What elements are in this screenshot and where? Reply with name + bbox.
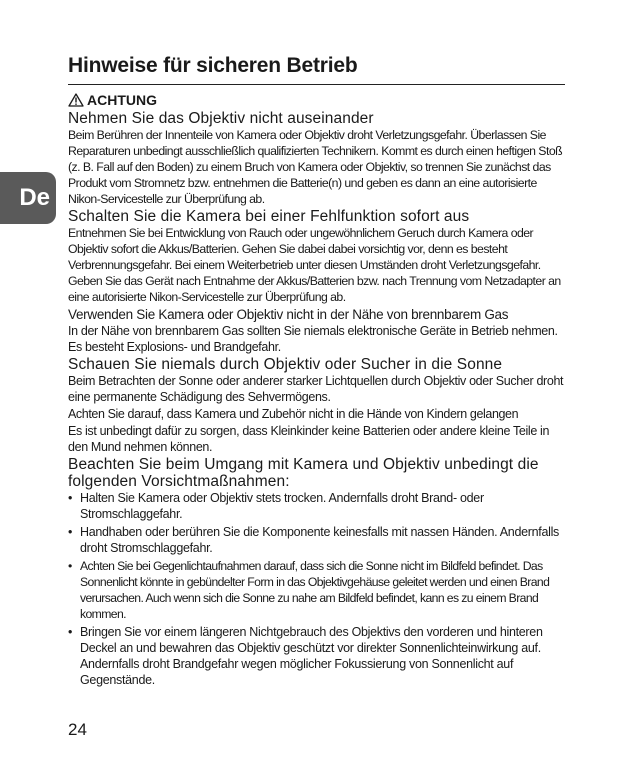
section-text: Es ist unbedingt dafür zu sorgen, dass Kleinkinder keine Batterien oder andere kleine Teile in den Mund nehmen können.	[68, 424, 550, 454]
section-heading: Schauen Sie niemals durch Objektiv oder Sucher in die Sonne	[68, 356, 503, 373]
warning-header	[68, 91, 565, 109]
section-heading: Beachten Sie beim Umgang mit Kamera und Objektiv unbedingt die folgenden Vorsichtmaßnahmen:	[68, 456, 539, 490]
warning-label: ACHTUNG	[87, 92, 157, 108]
section-text: Beim Berühren der Innenteile von Kamera oder Objektiv droht Verletzungsgefahr. Überlassen Sie Reparaturen unbedingt ausschließlich qualifizierten Technikern. Kommt es durch einen heftigen Stoß (z. B. Fall auf den Boden) zu einem Bruch von Kamera oder Objektiv, so trennen Sie zunächst das Produkt vom Stromnetz bzw. entnehmen die Batterie(n) und geben es dann an eine autorisierte Nikon-Servicestelle zur Überprüfung ab.	[68, 128, 563, 206]
page-content	[68, 52, 565, 690]
list-item: • Achten Sie bei Gegenlichtaufnahmen darauf, dass sich die Sonne nicht im Bildfeld befindet. Das Sonnenlicht könnte in gebündelter Form in das Objektivgehäuse geleitet werden und einen Brand verursachen. Auch wenn sich die Sonne zu nahe am Bildfeld befindet, kann es zu einem Brand kommen.	[68, 558, 565, 622]
page-number: 24	[68, 720, 87, 739]
list-item: • Halten Sie Kamera oder Objektiv stets trocken. Andernfalls droht Brand- oder Stromschlaggefahr.	[68, 490, 565, 522]
section-heading: Achten Sie darauf, dass Kamera und Zubehör nicht in die Hände von Kindern gelangen	[68, 407, 519, 421]
section-text: Entnehmen Sie bei Entwicklung von Rauch oder ungewöhnlichem Geruch durch Kamera oder Objektiv sofort die Akkus/Batterien. Gehen Sie dabei dabei vorsichtig vor, denn es besteht Verbrennungsgefahr. Bei einem Weiterbetrieb unter diesen Umständen droht Verletzungsgefahr. Geben Sie das Gerät nach Entnahme der Akkus/Batterien bzw. nach Trennung vom Netzadapter an eine autorisierte Nikon-Servicestelle zur Überprüfung ab.	[68, 226, 561, 304]
list-item: • Bringen Sie vor einem längeren Nichtgebrauch des Objektivs den vorderen und hinteren Deckel an und bewahren das Objektiv geschützt vor direkter Sonnenlichteinwirkung auf. Andernfalls droht Brandgefahr wegen möglicher Fokussierung von Sonnenlicht auf Gegenstände.	[68, 624, 565, 688]
precaution-list	[68, 490, 565, 688]
section-heading: Schalten Sie die Kamera bei einer Fehlfunktion sofort aus	[68, 208, 470, 225]
warning-triangle-icon	[68, 93, 84, 107]
section-heading: Nehmen Sie das Objektiv nicht auseinander	[68, 110, 374, 127]
title-rule	[68, 84, 565, 85]
page-title: Hinweise für sicheren Betrieb	[68, 54, 358, 77]
section-text: In der Nähe von brennbarem Gas sollten Sie niemals elektronische Geräte in Betrieb nehmen. Es besteht Explosions- und Brandgefahr.	[68, 324, 558, 354]
section-heading: Verwenden Sie Kamera oder Objektiv nicht in der Nähe von brennbarem Gas	[68, 307, 509, 322]
language-tab: De	[0, 172, 56, 224]
list-item: • Handhaben oder berühren Sie die Komponente keinesfalls mit nassen Händen. Andernfalls droht Stromschlaggefahr.	[68, 524, 565, 556]
section-text: Beim Betrachten der Sonne oder anderer starker Lichtquellen durch Objektiv oder Sucher droht eine permanente Schädigung des Sehvermögens.	[68, 374, 564, 404]
